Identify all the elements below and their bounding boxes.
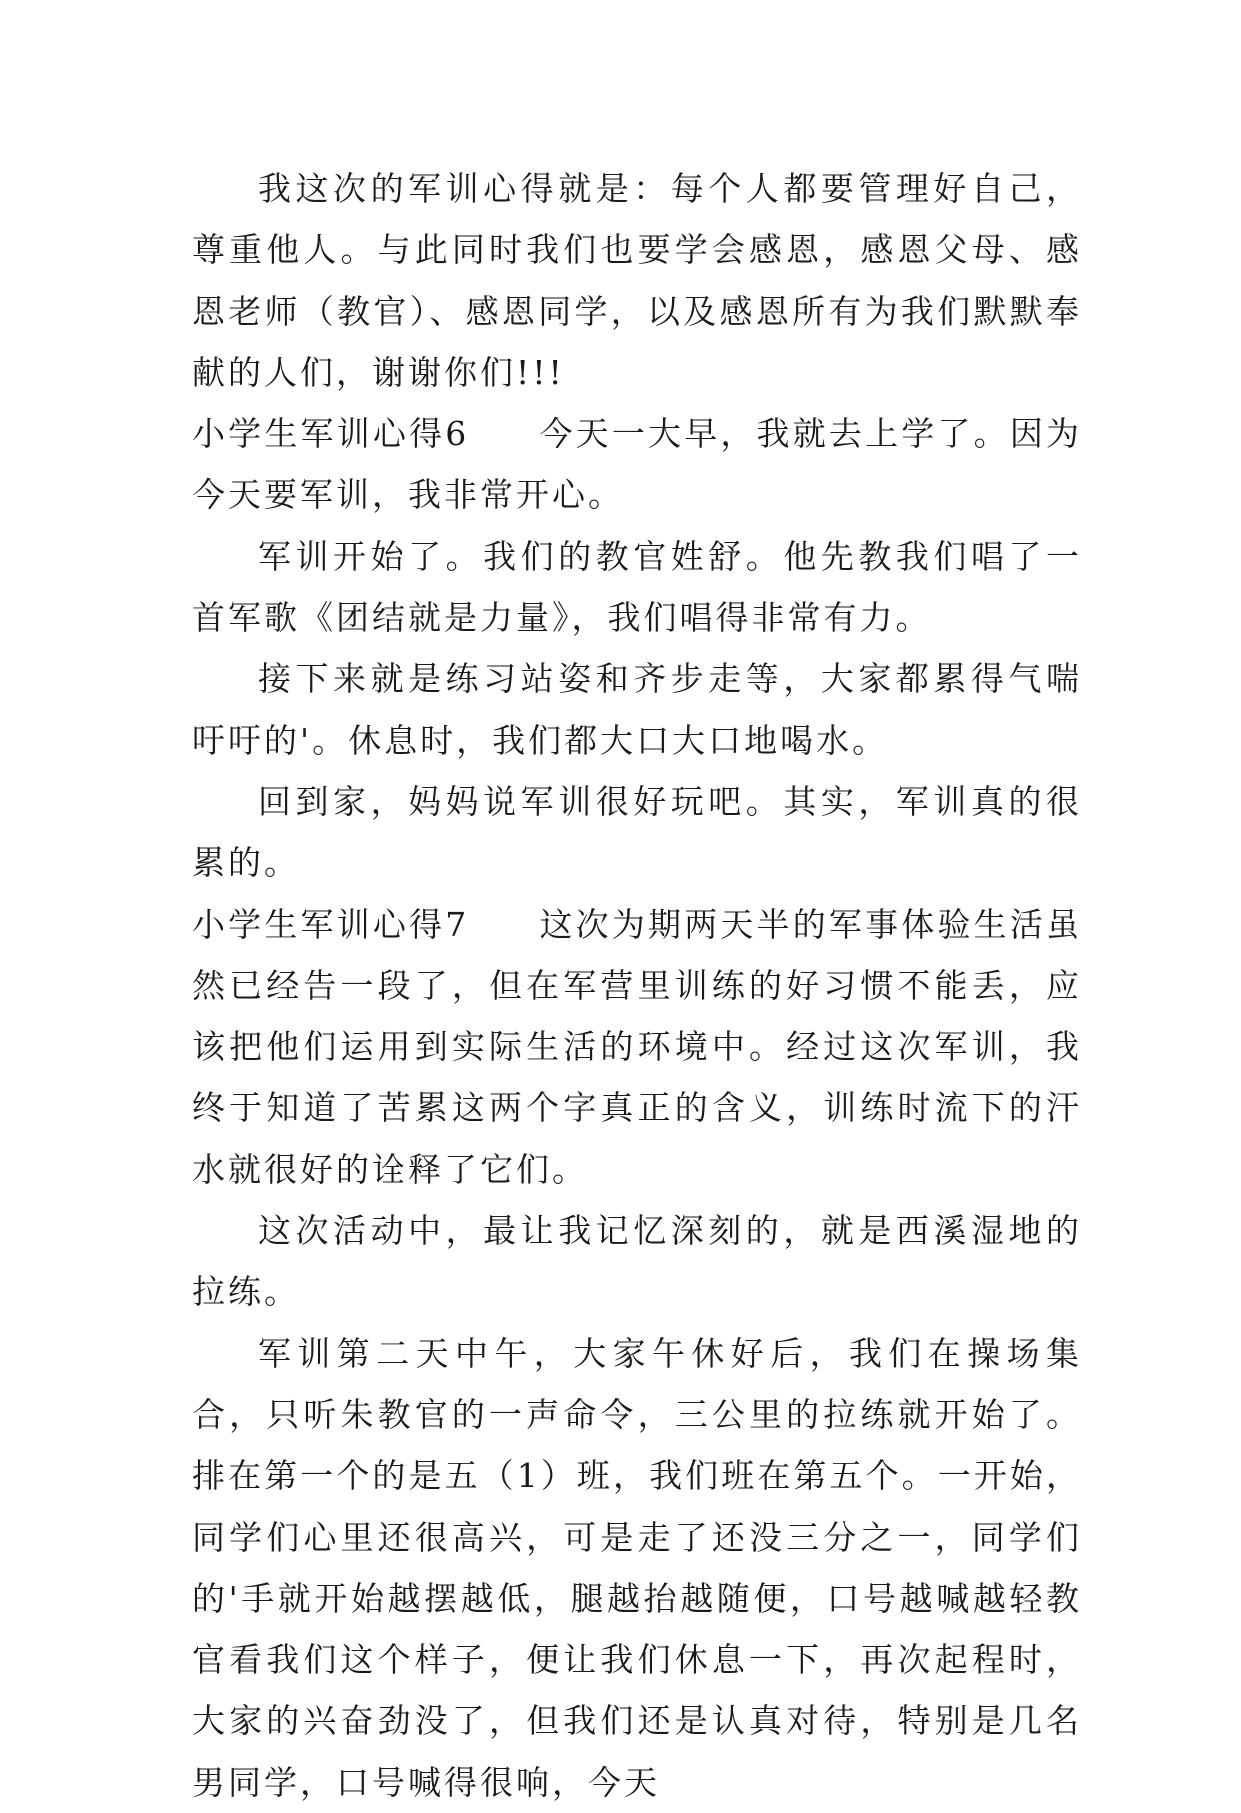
section-paragraph	[192, 403, 1082, 526]
paragraph: 军训开始了。我们的教官姓舒。他先教我们唱了一首军歌《团结就是力量》，我们唱得非常有力。	[192, 536, 1082, 638]
document-body	[192, 158, 1082, 1813]
paragraph: 我这次的军训心得就是：每个人都要管理好自己，尊重他人。与此同时我们也要学会感恩，感恩父母、感恩老师（教官）、感恩同学，以及感恩所有为我们默默奉献的人们，谢谢你们!!!	[192, 169, 1082, 392]
section-paragraph	[192, 894, 1082, 1200]
paragraph: 这次活动中，最让我记忆深刻的，就是西溪湿地的拉练。	[192, 1211, 1082, 1312]
paragraph: 回到家，妈妈说军训很好玩吧。其实，军训真的很累的。	[192, 781, 1082, 883]
paragraph-text: 今天一大早，我就去上学了。因为今天要军训，我非常开心。	[192, 414, 1083, 515]
paragraph: 军训第二天中午，大家午休好后，我们在操场集合，只听朱教官的一声命令，三公里的拉练就开始了。排在第一个的是五（1）班，我们班在第五个。一开始，同学们心里还很高兴，可是走了还没三分之一，同学们的'手就开始越摆越低，腿越抬越随便，口号越喊越轻教官看我们这个样子，便让我们休息一下，再次起程时，大家的兴奋劲没了，但我们还是认真对待，特别是几名男同学，口号喊得很响，今天	[192, 1333, 1082, 1802]
paragraph-text: 这次为期两天半的军事体验生活虽然已经告一段了，但在军营里训练的好习惯不能丢，应该把他们运用到实际生活的环境中。经过这次军训，我终于知道了苦累这两个字真正的含义，训练时流下的汗水就很好的诠释了它们。	[192, 904, 1083, 1189]
paragraph: 接下来就是练习站姿和齐步走等，大家都累得气喘吁吁的'。休息时，我们都大口大口地喝水。	[192, 659, 1082, 760]
section-heading: 小学生军训心得6	[192, 414, 470, 454]
section-heading: 小学生军训心得7	[192, 904, 470, 944]
